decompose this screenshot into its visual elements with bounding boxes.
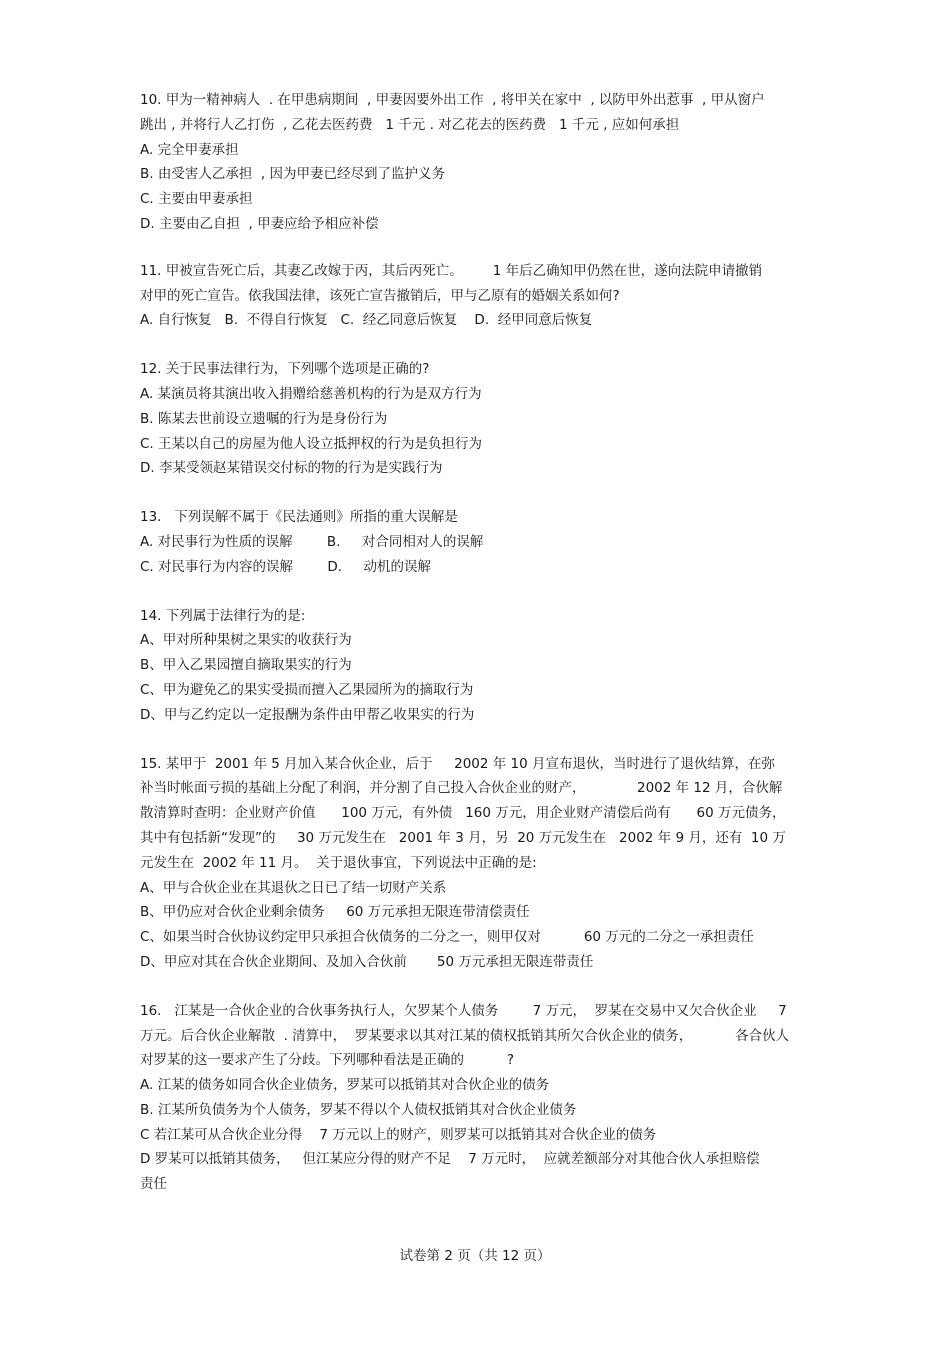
question-13-options-cd: C. 对民事行为内容的误解 D. 动机的误解 [140,558,431,575]
question-15-option-c: C、如果当时合伙协议约定甲只承担合伙债务的二分之一，则甲仅对 60 万元的二分之一承担责任 [140,929,754,946]
question-16-option-a: A. 江某的债务如同合伙企业债务，罗某可以抵销其对合伙企业的债务 [140,1077,550,1094]
question-11 [140,259,865,333]
question-16 [140,999,865,1197]
question-12-option-d: D. 李某受领赵某错误交付标的物的行为是实践行为 [140,460,443,477]
question-13 [140,505,865,579]
question-14-option-b: B、甲入乙果园擅自摘取果实的行为 [140,657,352,674]
question-16-option-c: C 若江某可从合伙企业分得 7 万元以上的财产，则罗某可以抵销其对合伙企业的债务 [140,1126,657,1143]
question-16-option-d: D 罗某可以抵销其债务， 但江某应分得的财产不足 7 万元时， 应就差额部分对其他合伙人承担赔偿 [140,1151,760,1168]
page-footer: 试卷第 2 页（共 12 页） [399,1248,551,1264]
question-15-option-a: A、甲与合伙企业在其退伙之日已了结一切财产关系 [140,879,447,896]
question-14 [140,604,865,728]
question-16-stem-line-1: 16. 江某是一合伙企业的合伙事务执行人，欠罗某个人债务 7 万元， 罗某在交易中又欠合伙企业 7 [140,1002,787,1019]
question-12-option-b: B. 陈某去世前设立遗嘱的行为是身份行为 [140,410,388,427]
question-10-option-a: A. 完全甲妻承担 [140,141,239,158]
question-11-options: A. 自行恢复 B. 不得自行恢复 C. 经乙同意后恢复 D. 经甲同意后恢复 [140,312,593,329]
question-13-stem: 13. 下列误解不属于《民法通则》所指的重大误解是 [140,509,458,526]
question-14-option-d: D、甲与乙约定以一定报酬为条件由甲帮乙收果实的行为 [140,706,475,723]
question-11-stem-line-2: 对甲的死亡宣告。依我国法律，该死亡宣告撤销后，甲与乙原有的婚姻关系如何? [140,287,620,304]
question-15-stem-line-2: 补当时帐面亏损的基础上分配了利润，并分割了自己投入合伙企业的财产， 2002 年 12 月，合伙解 [140,780,783,797]
question-12-stem: 12. 关于民事法律行为，下列哪个选项是正确的? [140,361,430,378]
question-16-stem-line-2: 万元。后合伙企业解散 . 清算中， 罗某要求以其对江某的债权抵销其所欠合伙企业的债务， 各合伙人 [140,1027,790,1044]
question-15-stem-line-1: 15. 某甲于 2001 年 5 月加入某合伙企业，后于 2002 年 10 月宣布退伙，当时进行了退伙结算，在弥 [140,755,776,772]
question-10-option-b: B. 由受害人乙承担 , 因为甲妻已经尽到了监护义务 [140,166,446,183]
question-15-stem-line-5: 元发生在 2002 年 11 月。 关于退伙事宜，下列说法中正确的是: [140,854,537,871]
question-10 [140,88,865,237]
question-15-stem-line-4: 其中有包括新“发现”的 30 万元发生在 2001 年 3 月，另 20 万元发生在 2002 年 9 月，还有 10 万 [140,829,786,846]
question-16-option-d-continued: 责任 [140,1176,167,1193]
question-14-option-a: A、甲对所种果树之果实的收获行为 [140,632,352,649]
question-12-option-c: C. 王某以自己的房屋为他人设立抵押权的行为是负担行为 [140,435,483,452]
question-14-option-c: C、甲为避免乙的果实受损而擅入乙果园所为的摘取行为 [140,681,474,698]
question-15-option-d: D、甲应对其在合伙企业期间、及加入合伙前 50 万元承担无限连带责任 [140,953,594,970]
question-10-stem-line-2: 跳出 , 并将行人乙打伤 , 乙花去医药费 1 千元 . 对乙花去的医药费 1 千元 , 应如何承担 [140,116,680,133]
question-14-stem: 14. 下列属于法律行为的是: [140,607,306,624]
question-15-option-b: B、甲仍应对合伙企业剩余债务 60 万元承担无限连带清偿责任 [140,904,530,921]
question-12-option-a: A. 某演员将其演出收入捐赠给慈善机构的行为是双方行为 [140,385,482,402]
question-16-option-b: B. 江某所负债务为个人债务，罗某不得以个人债权抵销其对合伙企业债务 [140,1101,577,1118]
question-10-option-c: C. 主要由甲妻承担 [140,191,253,208]
question-11-stem-line-1: 11. 甲被宣告死亡后，其妻乙改嫁于丙，其后丙死亡。 1 年后乙确知甲仍然在世，遂向法院申请撤销 [140,262,763,279]
question-13-options-ab: A. 对民事行为性质的误解 B. 对合同相对人的误解 [140,533,484,550]
question-10-stem-line-1: 10. 甲为一精神病人 . 在甲患病期间 , 甲妻因要外出工作 , 将甲关在家中 , 以防甲外出惹事 , 甲从窗户 [140,92,765,108]
question-15 [140,752,865,975]
question-16-stem-line-3: 对罗某的这一要求产生了分歧。下列哪种看法是正确的 ? [140,1052,515,1069]
question-10-option-d: D. 主要由乙自担 , 甲妻应给予相应补偿 [140,215,379,232]
question-15-stem-line-3: 散清算时查明：企业财产价值 100 万元，有外债 160 万元，用企业财产清偿后尚有 60 万元债务， [140,805,786,822]
question-12 [140,357,865,481]
questions-container [140,88,865,1221]
